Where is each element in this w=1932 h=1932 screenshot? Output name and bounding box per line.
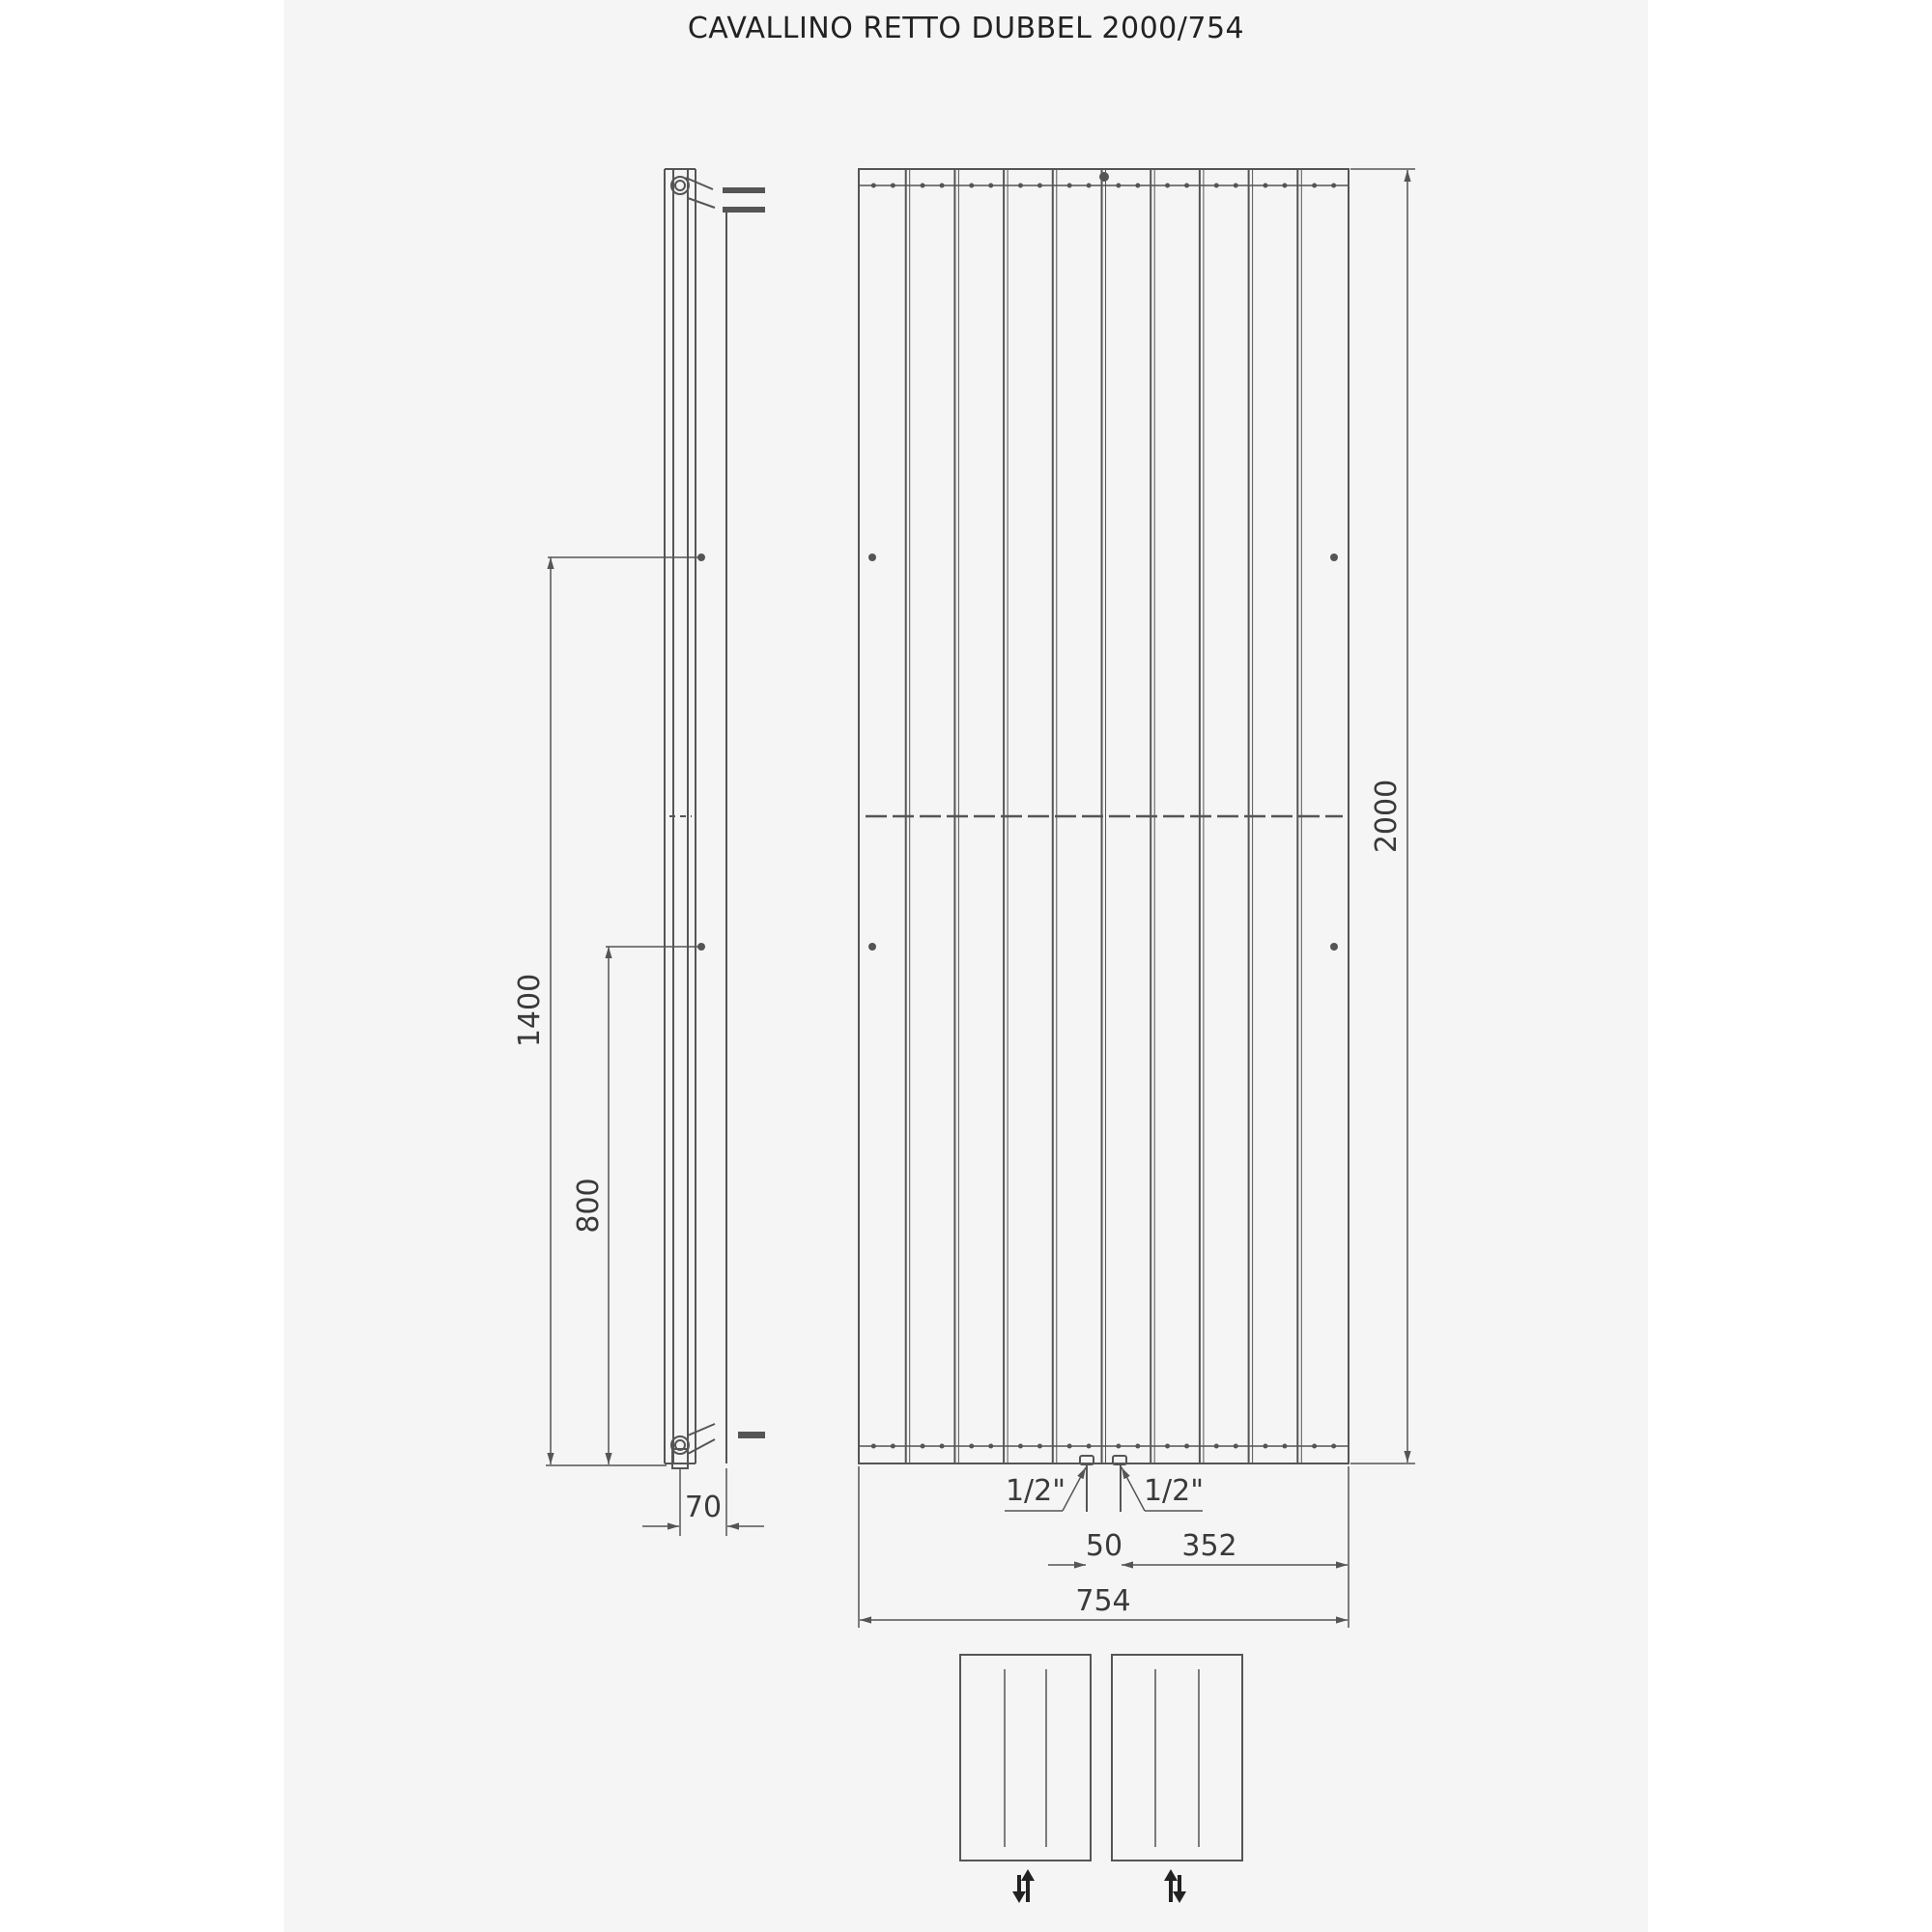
wall-anchors: [697, 187, 765, 1438]
header-bolt: [871, 184, 876, 188]
header-bolt: [1135, 1444, 1140, 1449]
header-bolt: [871, 1444, 876, 1449]
connection-right-label: 1/2": [1143, 1474, 1205, 1508]
header-bolt: [1135, 184, 1140, 188]
header-bolt: [891, 184, 895, 188]
header-bolt: [1263, 184, 1267, 188]
header-bolt: [1165, 184, 1170, 188]
header-bolt: [1214, 1444, 1219, 1449]
header-bolt: [1037, 184, 1042, 188]
dim-width-label: 754: [1075, 1584, 1131, 1618]
dim-height-label: 2000: [1370, 779, 1404, 854]
header-bolt: [1116, 184, 1121, 188]
front-view: [859, 169, 1349, 1463]
header-bolt: [1234, 1444, 1238, 1449]
header-bolt: [1067, 184, 1072, 188]
side-view: [665, 169, 726, 1468]
header-bolt: [1312, 1444, 1317, 1449]
dim-depth-label: 70: [684, 1491, 723, 1524]
connection-schematic-right: [1112, 1655, 1242, 1861]
header-bolt: [1018, 1444, 1023, 1449]
dim-spacing-label: 50: [1085, 1529, 1123, 1563]
header-bolt: [1165, 1444, 1170, 1449]
side-dimension-lines: [546, 557, 764, 1536]
dim-bracket-lower-label: 800: [572, 1178, 606, 1234]
flow-arrows: [1012, 1869, 1186, 1903]
header-bolt: [1282, 184, 1287, 188]
header-bolt: [1018, 184, 1023, 188]
header-bolt: [1037, 1444, 1042, 1449]
front-mounting-points: [868, 172, 1338, 951]
header-bolt: [1282, 1444, 1287, 1449]
header-bolt: [969, 184, 974, 188]
header-bolt: [1214, 184, 1219, 188]
header-bolt: [1331, 1444, 1336, 1449]
header-bolt: [969, 1444, 974, 1449]
header-bolt: [940, 1444, 945, 1449]
header-bolt: [1234, 184, 1238, 188]
front-dimension-lines: [859, 169, 1415, 1628]
connection-schematic-left: [960, 1655, 1091, 1861]
header-bolt: [1184, 1444, 1189, 1449]
header-bolt: [921, 1444, 925, 1449]
header-bolt: [1087, 184, 1092, 188]
connection-left-label: 1/2": [1005, 1474, 1066, 1508]
header-bolt: [1263, 1444, 1267, 1449]
header-bolt: [891, 1444, 895, 1449]
header-bolt: [988, 184, 993, 188]
header-bolt: [1184, 184, 1189, 188]
header-bolts: [871, 184, 1336, 1449]
drawing-title: CAVALLINO RETTO DUBBEL 2000/754: [687, 12, 1245, 45]
header-bolt: [1116, 1444, 1121, 1449]
dim-bracket-upper-label: 1400: [513, 973, 547, 1048]
header-bolt: [1087, 1444, 1092, 1449]
header-bolt: [1312, 184, 1317, 188]
header-bolt: [988, 1444, 993, 1449]
header-bolt: [921, 184, 925, 188]
header-bolt: [1067, 1444, 1072, 1449]
header-bolt: [940, 184, 945, 188]
dim-offset-label: 352: [1181, 1529, 1237, 1563]
header-bolt: [1331, 184, 1336, 188]
